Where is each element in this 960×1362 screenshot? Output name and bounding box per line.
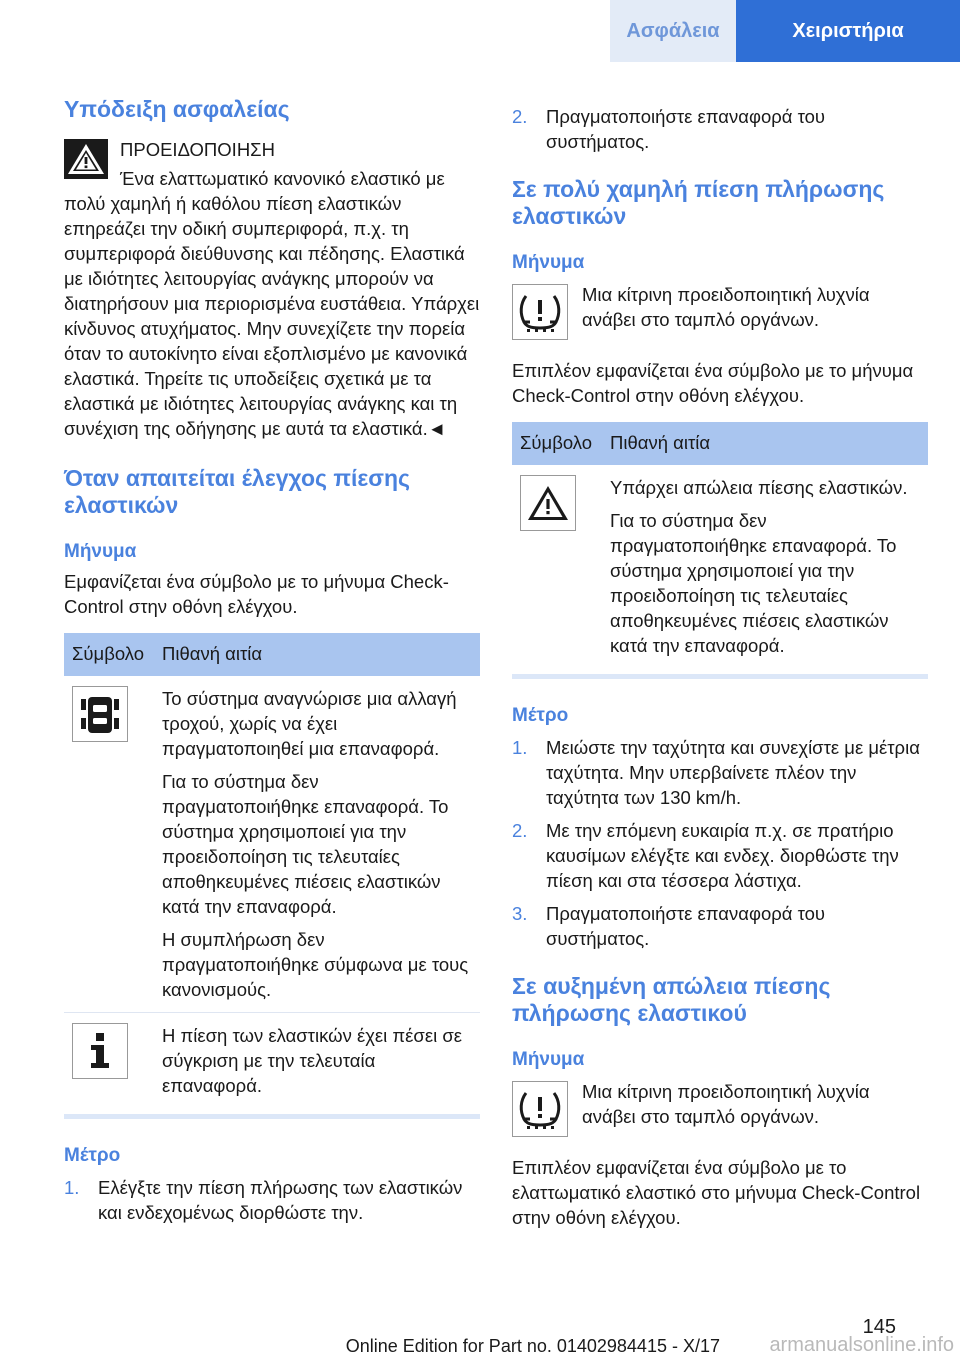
- heading-message: Μήνυμα: [512, 252, 585, 273]
- tab-controls[interactable]: Χειριστήρια: [736, 0, 960, 62]
- extra-text: Επιπλέον εμφανίζεται ένα σύμβολο με το ελαττωματικό ελαστικό στο μήνυμα Check-Control στην οθόνη ελέγχου.: [512, 1157, 921, 1228]
- edition-text: Online Edition for Part no. 01402984415 - X/17: [345, 1336, 720, 1356]
- cause-text: Η συμπλήρωση δεν πραγματοποιήθηκε σύμφωνα με τους κανονισμούς.: [162, 929, 469, 1000]
- measure-steps-continued: [512, 104, 928, 154]
- warning-triangle-icon: [520, 475, 576, 531]
- page-number: 145: [862, 1316, 896, 1338]
- tire-pressure-warning-icon: [512, 284, 568, 340]
- list-item: 1. Μειώστε την ταχύτητα και συνεχίστε με μέτρια ταχύτητα. Μην υπερβαίνετε πλέον την ταχύτητα των 130 km/h.: [512, 737, 920, 808]
- left-column: [64, 96, 480, 1233]
- symbol-table: [512, 422, 928, 668]
- table-row: [64, 1013, 480, 1109]
- tire-pressure-warning-icon: [512, 1081, 568, 1137]
- table-row: [512, 465, 928, 668]
- col-symbol: Σύμβολο: [512, 422, 602, 465]
- heading-measure: Μέτρο: [64, 1145, 121, 1166]
- col-cause: Πιθανή αιτία: [602, 422, 928, 465]
- heading-safety-note: Υπόδειξη ασφαλείας: [64, 96, 290, 122]
- lamp-block: [512, 280, 928, 344]
- cause-text: Για το σύστημα δεν πραγματοποιήθηκε επαναφορά. Το σύστημα χρησιμοποιεί για την προειδοποίηση τις τελευταίες αποθηκευμένες πιέσεις ελαστικών κατά την επαναφορά.: [162, 771, 449, 917]
- heading-increased-loss: Σε αυξημένη απώλεια πίεσης πλήρωσης ελαστικού: [512, 973, 831, 1026]
- wheel-change-icon: [72, 686, 128, 742]
- lamp-block: [512, 1077, 928, 1141]
- list-item: 3. Πραγματοποιήστε επαναφορά του συστήματος.: [512, 903, 826, 949]
- cause-text: Για το σύστημα δεν πραγματοποιήθηκε επαναφορά. Το σύστημα χρησιμοποιεί για την προειδοποίηση τις τελευταίες αποθηκευμένες πιέσεις ελαστικών κατά την επαναφορά.: [610, 510, 897, 656]
- top-navigation: [610, 0, 960, 62]
- lamp-text: Μια κίτρινη προειδοποιητική λυχνία ανάβει στο ταμπλό οργάνων.: [582, 1081, 870, 1127]
- tab-safety[interactable]: Ασφάλεια: [610, 0, 736, 62]
- heading-very-low-pressure: Σε πολύ χαμηλή πίεση πλήρωσης ελαστικών: [512, 176, 885, 229]
- warning-title: ΠΡΟΕΙΔΟΠΟΙΗΣΗ: [120, 139, 275, 160]
- cause-text: Η πίεση των ελαστικών έχει πέσει σε σύγκριση με την τελευταία επαναφορά.: [162, 1025, 463, 1096]
- cause-text: Το σύστημα αναγνώρισε μια αλλαγή τροχού, χωρίς να έχει πραγματοποιηθεί μια επαναφορά.: [162, 688, 457, 759]
- heading-message: Μήνυμα: [64, 541, 137, 562]
- cause-text: Υπάρχει απώλεια πίεσης ελαστικών.: [610, 477, 908, 498]
- list-item: 2. Με την επόμενη ευκαιρία π.χ. σε πρατήριο καυσίμων ελέγξτε και ενδεχ. διορθώστε την πίεση και στα τέσσερα λάστιχα.: [512, 820, 899, 891]
- table-row: [64, 676, 480, 1013]
- message-text: Εμφανίζεται ένα σύμβολο με το μήνυμα Check-Control στην οθόνη ελέγχου.: [64, 571, 449, 617]
- list-item: 2. Πραγματοποιήστε επαναφορά του συστήματος.: [512, 106, 826, 152]
- col-symbol: Σύμβολο: [64, 633, 154, 676]
- lamp-text: Μια κίτρινη προειδοποιητική λυχνία ανάβει στο ταμπλό οργάνων.: [582, 284, 870, 330]
- measure-steps: [64, 1175, 480, 1225]
- heading-check-pressure: Όταν απαιτείται έλεγχος πίεσης ελαστικών: [64, 465, 411, 518]
- watermark: armanualsonline.info: [769, 1334, 954, 1356]
- symbol-table: [64, 633, 480, 1108]
- warning-box: [64, 129, 480, 441]
- warning-text: Ένα ελαττωματικό κανονικό ελαστικό με πολύ χαμηλή ή καθόλου πίεση ελαστικών επηρεάζει την οδική συμπεριφορά, π.χ. τη συμπεριφορά διεύθυνσης και πέδησης. Ελαστικά με ιδιότητες λειτουργίας ανάγκης μπορούν να διατηρήσουν μια περιορισμένα ευστάθεια. Υπάρχει κίνδυνος ατυχήματος. Μην συνεχίζετε την πορεία όταν το αυτοκίνητο είναι εξοπλισμένο με κανονικά ελαστικά. Τηρείτε τις υποδείξεις σχετικά με τα ελαστικά με ιδιότητες λειτουργίας ανάγκης και τη συνέχιση της οδήγησης με αυτά τα ελαστικά.◄: [64, 168, 480, 439]
- measure-steps: [512, 735, 928, 951]
- warning-triangle-icon: [64, 139, 108, 179]
- extra-text: Επιπλέον εμφανίζεται ένα σύμβολο με το μήνυμα Check-Control στην οθόνη ελέγχου.: [512, 360, 914, 406]
- heading-measure: Μέτρο: [512, 705, 569, 726]
- right-column: [512, 104, 928, 1230]
- info-icon: [72, 1023, 128, 1079]
- heading-message: Μήνυμα: [512, 1049, 585, 1070]
- col-cause: Πιθανή αιτία: [154, 633, 480, 676]
- list-item: 1. Ελέγξτε την πίεση πλήρωσης των ελαστικών και ενδεχομένως διορθώστε την.: [64, 1177, 463, 1223]
